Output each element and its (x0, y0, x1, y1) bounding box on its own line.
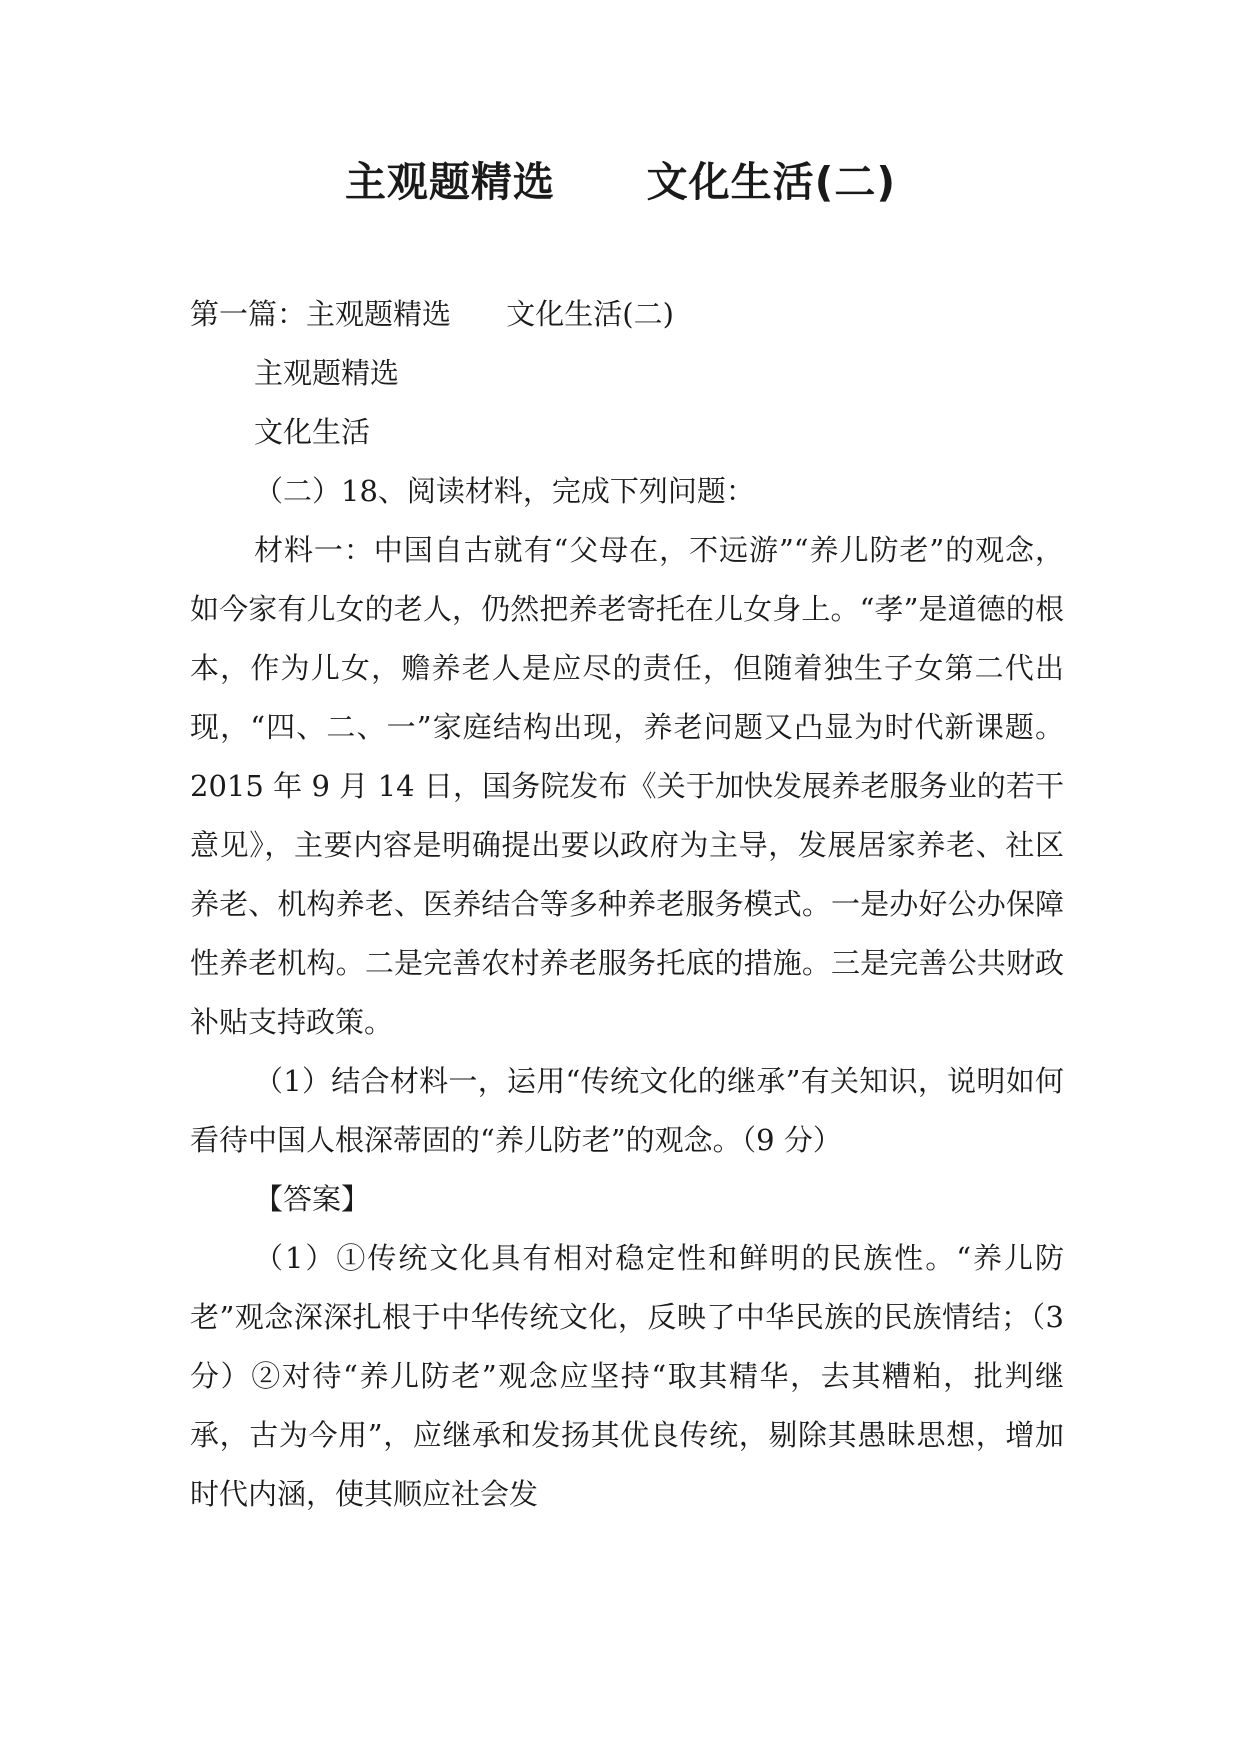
section-heading: 第一篇：主观题精选 文化生活(二) (190, 297, 674, 331)
answer-paragraph: （1）①传统文化具有相对稳定性和鲜明的民族性。“养儿防老”观念深深扎根于中华传统文化，反映了中华民族的民族情结；（3 分）②对待“养儿防老”观念应坚持“取其精华，去其糟粕，批判继承，古为今用”，应继承和发扬其优良传统，剔除其愚昧思想，增加时代内涵，使其顺应社会发 (190, 1241, 1064, 1511)
answer-label: 【答案】 (254, 1182, 371, 1216)
question-intro: （二）18、阅读材料，完成下列问题： (254, 474, 755, 508)
subheading-topic: 主观题精选 (254, 356, 400, 390)
subheading-unit: 文化生活 (254, 415, 371, 449)
question-one: （1）结合材料一，运用“传统文化的继承”有关知识，说明如何看待中国人根深蒂固的“养儿防老”的观念。（9 分） (190, 1064, 1064, 1157)
material-one-paragraph: 材料一：中国自古就有“父母在，不远游”“养儿防老”的观念，如今家有儿女的老人，仍然把养老寄托在儿女身上。“孝”是道德的根本，作为儿女，赡养老人是应尽的责任，但随着独生子女第二代出现，“四、二、一”家庭结构出现，养老问题又凸显为时代新课题。2015 年 9 月 14 日，国务院发布《关于加快发展养老服务业的若干意见》，主要内容是明确提出要以政府为主导，发展居家养老、社区养老、机构养老、医养结合等多种养老服务模式。一是办好公办保障性养老机构。二是完善农村养老服务托底的措施。三是完善公共财政补贴支持政策。 (190, 533, 1064, 1039)
document-title: 主观题精选 文化生活(二) (344, 158, 897, 206)
document-body (190, 285, 1064, 1524)
